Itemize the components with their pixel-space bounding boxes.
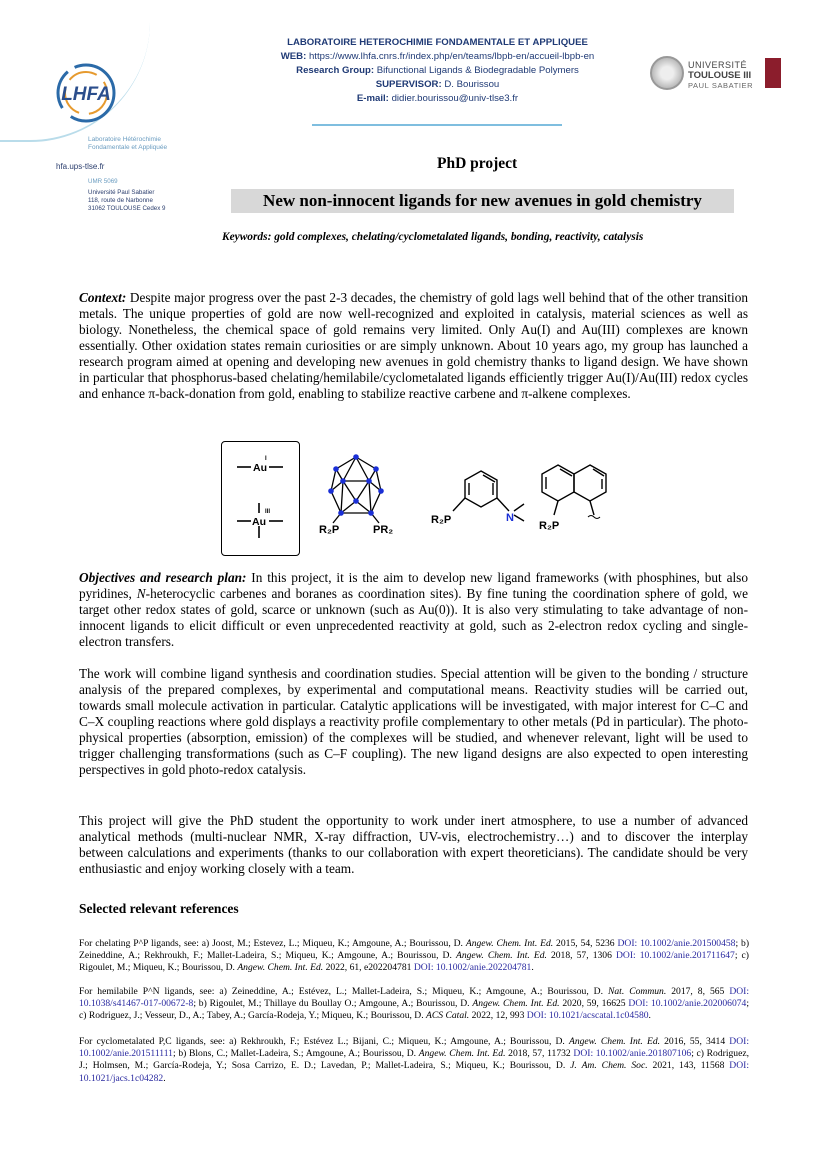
doi-link[interactable]: DOI: 10.1002/anie.202204781	[413, 962, 532, 974]
reference-text: For chelating P^P ligands, see: a) Joost, M.; Estevez, L.; Miqueu, K.; Amgoune, A.; Bourissou, D.	[79, 938, 466, 949]
journal-name: ACS Catal.	[426, 1010, 470, 1022]
reference-text: .	[163, 1072, 166, 1084]
reference-2	[79, 986, 749, 1023]
lab-address-line2: 118, route de Narbonne	[88, 197, 153, 204]
university-logo	[650, 54, 785, 96]
header-info	[230, 36, 645, 106]
au-label-1: Au	[253, 462, 267, 474]
journal-name: J. Am. Chem. Soc.	[570, 1060, 648, 1072]
reference-text: 2022, 61, e202204781	[323, 962, 414, 974]
lab-name	[88, 136, 208, 152]
reference-text: For cyclometalated P,C ligands, see: a) Rekhroukh, F.; Estévez L.; Bijani, C.; Miqueu, K.; Amgoune, A.; Bourissou, D.	[79, 1036, 569, 1047]
reference-3	[79, 1036, 749, 1085]
r2p-label-3: R₂P	[539, 520, 560, 532]
doi-link[interactable]: DOI: 10.1002/anie.201711647	[615, 950, 735, 962]
objectives-paragraph	[79, 570, 748, 650]
university-line1: UNIVERSITÉ	[688, 60, 748, 70]
doi-link[interactable]: DOI: 10.1021/acscatal.1c04580	[526, 1010, 649, 1022]
journal-name: Nat. Commun.	[607, 986, 667, 997]
journal-name: Angew. Chem. Int. Ed.	[237, 962, 324, 974]
university-badge-icon	[765, 58, 781, 88]
objectives-lead: Objectives and research plan:	[79, 570, 247, 585]
group-value: Bifunctional Ligands & Biodegradable Polymers	[376, 65, 579, 76]
r2p-label-2: R₂P	[431, 514, 452, 526]
objectives-text-2: -heterocyclic carbenes and boranes as coordination sites). By fine tuning the coordination sphere of gold, we target other redox states of gold, scarce or unknown (such as Au(0)). It is also very stimulating to take advantage of non-innocent ligands to elicit difficult or even unprecedented reactivity at gold, such as 2-electron redox cycling and single-electron transfers.	[79, 586, 749, 649]
lab-address-line1: Université Paul Sabatier	[88, 189, 155, 196]
doi-link[interactable]: DOI: 10.1002/anie.202006074	[628, 998, 747, 1010]
university-line2: TOULOUSE III	[688, 70, 752, 81]
objectives-italic: N	[136, 586, 146, 601]
reference-text: 2018, 57, 1306	[546, 950, 616, 962]
opportunity-paragraph: This project will give the PhD student the opportunity to work under inert atmosphere, to use a number of advanced analytical methods (multi-nuclear NMR, X-ray diffraction, UV-vis, electrochemistry…) and to discover the interplay between calculations and experiments (thanks to our collaboration with expert theoreticians). The candidate should be very enthusiastic and enjoy working closely with a team.	[79, 813, 748, 876]
journal-name: Angew. Chem. Int. Ed.	[418, 1048, 506, 1060]
au-iii-square-planar	[237, 503, 283, 538]
reference-text: ; b) Zeineddine, A.; Rekhroukh, F.; Mallet-Ladeira, S.; Miqueu, K.; Amgoune, A.; Bourissou, D.	[79, 938, 750, 962]
naphthyl-phosphine	[542, 465, 606, 519]
reference-text: 2021, 143, 11568	[647, 1060, 730, 1072]
lab-address-line3: 31062 TOULOUSE Cedex 9	[88, 205, 166, 212]
au-label-2: Au	[252, 516, 266, 528]
lhfa-logo	[55, 62, 117, 124]
au-i-linear	[237, 456, 283, 474]
nitrogen-label: N	[506, 512, 514, 524]
journal-name: Angew. Chem. Int. Ed.	[472, 998, 560, 1010]
reference-text: 2022, 12, 993	[469, 1010, 527, 1022]
lab-url[interactable]: hfa.ups-tlse.fr	[56, 162, 105, 171]
svg-text:LHFA: LHFA	[61, 84, 111, 105]
reference-text: ; c) Rigoulet, M.; Miqueu, K.; Bourissou, D.	[79, 950, 750, 974]
reference-text: 2018, 57, 11732	[505, 1048, 574, 1060]
doi-link[interactable]: DOI: 10.1038/s41467-017-00672-8	[79, 986, 750, 1010]
carborane-cage	[328, 454, 384, 523]
doi-link[interactable]: DOI: 10.1002/anie.201511111	[79, 1036, 749, 1060]
email-link[interactable]: didier.bourissou@univ-tlse3.fr	[391, 93, 519, 104]
context-paragraph	[79, 290, 748, 402]
objectives-text-1: In this project, it is the aim to develop new ligand frameworks (with phosphines, but also pyridines,	[79, 570, 748, 601]
reference-text: .	[531, 962, 534, 974]
reference-text: For hemilabile P^N ligands, see: a) Zeineddine, A.; Estévez, L.; Mallet-Ladeira, S.; Miqueu, K.; Amgoune, A.; Bourissou, D.	[79, 986, 608, 997]
project-title: New non-innocent ligands for new avenues in gold chemistry	[231, 189, 734, 213]
oxidation-iii: III	[265, 509, 271, 515]
doi-link[interactable]: DOI: 10.1021/jacs.1c04282	[79, 1060, 749, 1084]
reference-text: ; c) Rodriguez, J.; Vesseur, D., A.; Tabey, A.; García-Rodeja, Y.; Miqueu, K.; Bourissou, D.	[79, 998, 750, 1022]
journal-name: Angew. Chem. Int. Ed.	[465, 938, 554, 949]
reference-text: .	[648, 1010, 651, 1022]
journal-name: Angew. Chem. Int. Ed.	[455, 950, 547, 962]
keywords: Keywords: gold complexes, chelating/cyclometalated ligands, bonding, reactivity, catalysis	[222, 231, 644, 243]
reference-text: 2020, 59, 16625	[559, 998, 629, 1010]
lab-full-name: LABORATOIRE HETEROCHIMIE FONDAMENTALE ET APPLIQUEE	[287, 37, 588, 48]
lab-address	[88, 178, 208, 213]
work-paragraph: The work will combine ligand synthesis and coordination studies. Special attention will be given to the bonding / structure analysis of the prepared complexes, by experimental and computational means. Reactivity studies will be carried out, towards small molecule activation in particular. Catalytic applications will be investigated, with major interest for C–C and C–X coupling reactions where gold displays a reactivity profile complementary to other metals (Pd in particular). The photo-physical properties (absorption, emission) of the complexes will be studied, and whenever relevant, light will be used to trigger challenging transformations (such as C–F coupling). The new ligand designs are also expected to open interesting perspectives in gold photo-redox catalysis.	[79, 666, 748, 777]
pr2-label: PR₂	[373, 524, 394, 536]
phd-label: PhD project	[437, 155, 518, 172]
email-label: E-mail:	[356, 93, 389, 104]
supervisor-value: D. Bourissou	[444, 79, 500, 90]
carborane-phosphines	[319, 524, 393, 536]
ligand-structures-figure	[221, 441, 761, 556]
journal-name: Angew. Chem. Int. Ed.	[568, 1036, 661, 1047]
lab-name-line2: Fondamentale et Appliquée	[88, 144, 168, 151]
reference-text: 2015, 54, 5236	[553, 938, 618, 949]
university-seal-icon	[650, 56, 684, 90]
context-lead: Context:	[79, 290, 127, 305]
group-label: Research Group:	[296, 65, 375, 76]
reference-1	[79, 938, 749, 975]
reference-text: ; b) Rigoulet, M.; Thillaye du Boullay O.; Amgoune, A.; Bourissou, D.	[193, 998, 473, 1010]
doi-link[interactable]: DOI: 10.1002/anie.201807106	[573, 1048, 692, 1060]
supervisor-label: SUPERVISOR:	[375, 79, 442, 90]
university-line3: PAUL SABATIER	[688, 81, 754, 90]
r2p-label-1: R₂P	[319, 524, 340, 536]
reference-text: ; c) Rodriguez, J.; Holmsen, M.; García-Rodeja, Y.; Sosa Carrizo, E. D.; Lavedan, P.; Mallet-Ladeira, S.; Miqueu, K.; Bourissou, D.	[79, 1048, 750, 1072]
web-link[interactable]: https://www.lhfa.cnrs.fr/index.php/en/teams/lbpb-en/accueil-lbpb-en	[308, 51, 595, 62]
references-heading: Selected relevant references	[79, 901, 239, 916]
doi-link[interactable]: DOI: 10.1002/anie.201500458	[617, 938, 736, 949]
oxidation-i: I	[265, 456, 267, 462]
reference-text: ; b) Blons, C.; Mallet-Ladeira, S.; Amgoune, A.; Bourissou, D.	[172, 1048, 419, 1060]
lab-name-line1: Laboratoire Hétérochimie	[88, 136, 161, 143]
web-label: WEB:	[280, 51, 307, 62]
reference-text: 2017, 8, 565	[666, 986, 730, 997]
reference-text: 2016, 55, 3414	[660, 1036, 730, 1047]
header-divider	[312, 124, 562, 126]
context-text: Despite major progress over the past 2-3 decades, the chemistry of gold lags well behind that of the other transition metals. The unique properties of gold are now well-recognized and exploited in catalysis, material sciences as well as biology. Nonetheless, the chemical space of gold remains very limited. Only Au(I) and Au(III) complexes are known essentially. Other oxidation states remain curiosities or are simply unknown. About 10 years ago, my group has launched a research program aimed at opening and developing new avenues in gold chemistry thanks to ligand design. We have shown in particular that phosphorus-based chelating/hemilabile/cyclometalated ligands efficiently trigger Au(I)/Au(III) redox cycles and enhance π-back-donation from gold, enabling to stabilize reactive carbene and π-alkene complexes.	[79, 290, 748, 401]
lab-umr: UMR 5069	[88, 178, 118, 185]
